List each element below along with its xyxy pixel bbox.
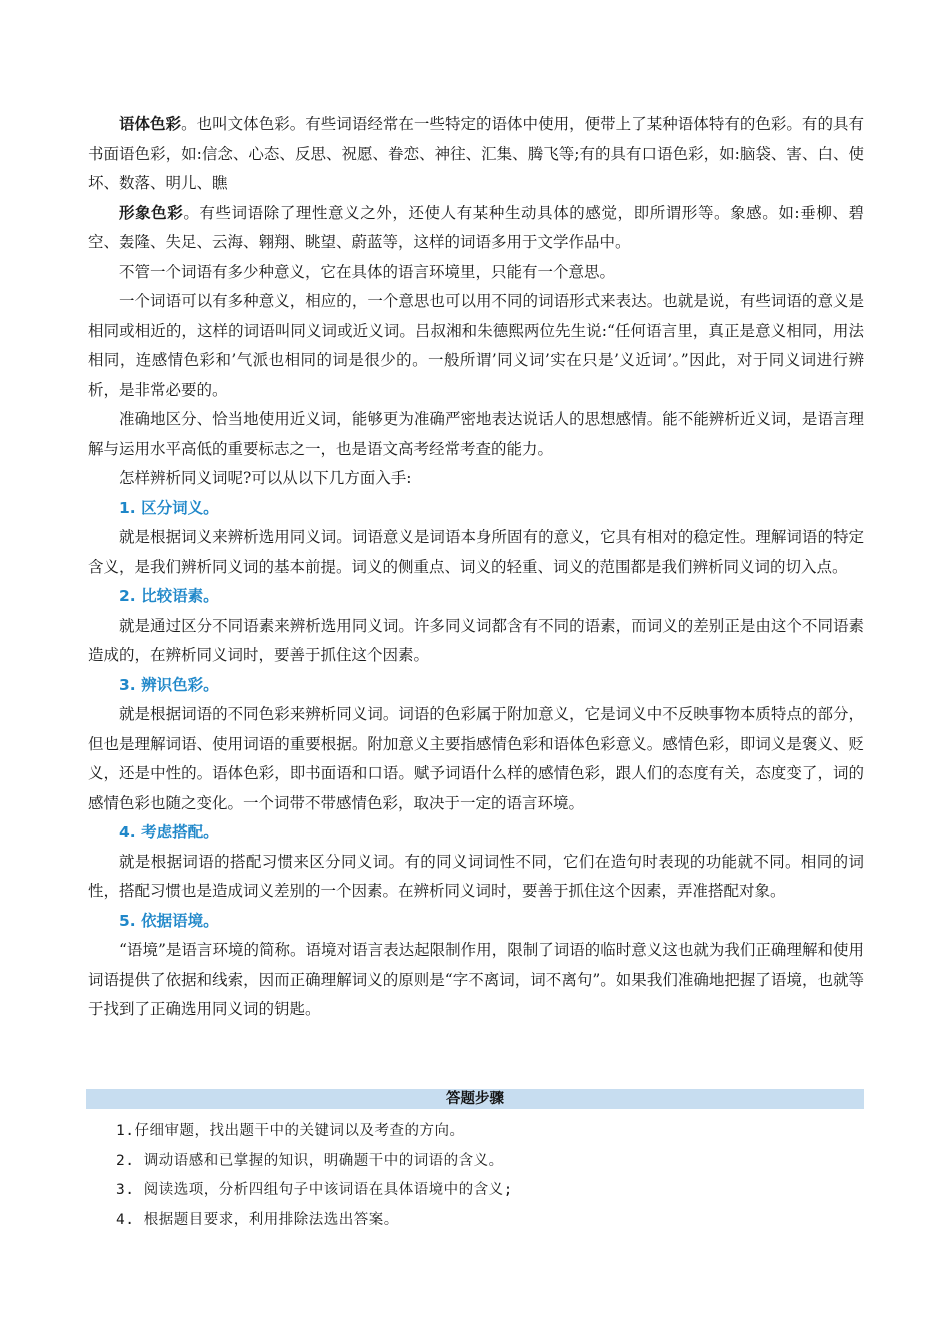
paragraph-synonyms-intro: 一个词语可以有多种意义，相应的，一个意思也可以用不同的词语形式来表达。也就是说，有些词语的意义是相同或相近的，这样的词语叫同义词或近义词。吕叔湘和朱德熙两位先生说:“任何语言里，真正是意义相同，用法相同，连感情色彩和’气派也相同的词是很少的。一般所谓’同义词’实在只是’义近词’。”因此，对于同义词进行辨析，是非常必要的。	[88, 292, 864, 399]
answer-step: 1.仔细审题，找出题干中的关键词以及考查的方向。	[116, 1123, 465, 1139]
section-heading-4: 4. 考虑搭配。	[119, 823, 219, 841]
term-image-color: 形象色彩	[119, 203, 184, 222]
section-body-1: 就是根据词义来辨析选用同义词。词语意义是词语本身所固有的意义，它具有相对的稳定性。理解词语的特定含义，是我们辨析同义词的基本前提。词义的侧重点、词义的轻重、词义的范围都是我们辨析同义词的切入点。	[88, 528, 864, 576]
section-body-3: 就是根据词语的不同色彩来辨析同义词。词语的色彩属于附加意义，它是词义中不反映事物本质特点的部分，但也是理解词语、使用词语的重要根据。附加意义主要指感情色彩和语体色彩意义。感情色彩，即词义是褒义、贬义，还是中性的。语体色彩，即书面语和口语。赋予词语什么样的感情色彩，跟人们的态度有关，态度变了，词的感情色彩也随之变化。一个词带不带感情色彩，取决于一定的语言环境。	[88, 705, 864, 812]
answer-step: 3. 阅读选项，分析四组句子中该词语在具体语境中的含义;	[116, 1182, 513, 1198]
section-body-5: “语境”是语言环境的简称。语境对语言表达起限制作用，限制了词语的临时意义这也就为我们正确理解和使用词语提供了依据和线索，因而正确理解词义的原则是“字不离词，词不离句”。如果我们准确地把握了语境，也就等于找到了正确选用同义词的钥匙。	[88, 941, 864, 1018]
section-heading-1: 1. 区分词义。	[119, 498, 219, 517]
section-heading-2: 2. 比较语素。	[119, 587, 219, 605]
paragraph-register-color: 语体色彩。也叫文体色彩。有些词语经常在一些特定的语体中使用，便带上了某种语体特有的色彩。有的具有书面语色彩，如:信念、心态、反思、祝愿、眷恋、神往、汇集、腾飞等;有的具有口语色彩，如:脑袋、害、白、使坏、数落、明儿、瞧	[88, 115, 864, 192]
section-heading-5: 5. 依据语境。	[119, 911, 219, 930]
paragraph-image-color: 形象色彩。有些词语除了理性意义之外，还使人有某种生动具体的感觉，即所谓形等。象感。如:垂柳、碧空、轰隆、失足、云海、翱翔、眺望、蔚蓝等，这样的词语多用于文学作品中。	[88, 203, 864, 251]
section-body-4: 就是根据词语的搭配习惯来区分同义词。有的同义词词性不同，它们在造句时表现的功能就不同。相同的词性，搭配习惯也是造成词义差别的一个因素。在辨析同义词时，要善于抓住这个因素，弄准搭配对象。	[88, 852, 864, 900]
section-body-2: 就是通过区分不同语素来辨析选用同义词。许多同义词都含有不同的语素，而词义的差别正是由这个不同语素造成的，在辨析同义词时，要善于抓住这个因素。	[88, 616, 864, 664]
section-heading-3: 3. 辨识色彩。	[119, 675, 219, 694]
answer-steps-title: 答题步骤	[86, 1089, 864, 1109]
answer-steps-list	[116, 1117, 864, 1235]
paragraph-context-meaning: 不管一个词语有多少种意义，它在具体的语言环境里，只能有一个意思。	[119, 262, 616, 281]
answer-step: 2. 调动语感和已掌握的知识，明确题干中的词语的含义。	[116, 1152, 504, 1169]
paragraph-synonyms-importance: 准确地区分、恰当地使用近义词，能够更为准确严密地表达说话人的思想感情。能不能辨析近义词，是语言理解与运用水平高低的重要标志之一，也是语文高考经常考查的能力。	[88, 410, 864, 458]
answer-step: 4. 根据题目要求，利用排除法选出答案。	[116, 1211, 399, 1228]
term-register-color: 语体色彩	[119, 115, 182, 133]
document-body	[88, 110, 864, 1025]
paragraph-how-to: 怎样辨析同义词呢?可以从以下几方面入手:	[119, 469, 412, 487]
